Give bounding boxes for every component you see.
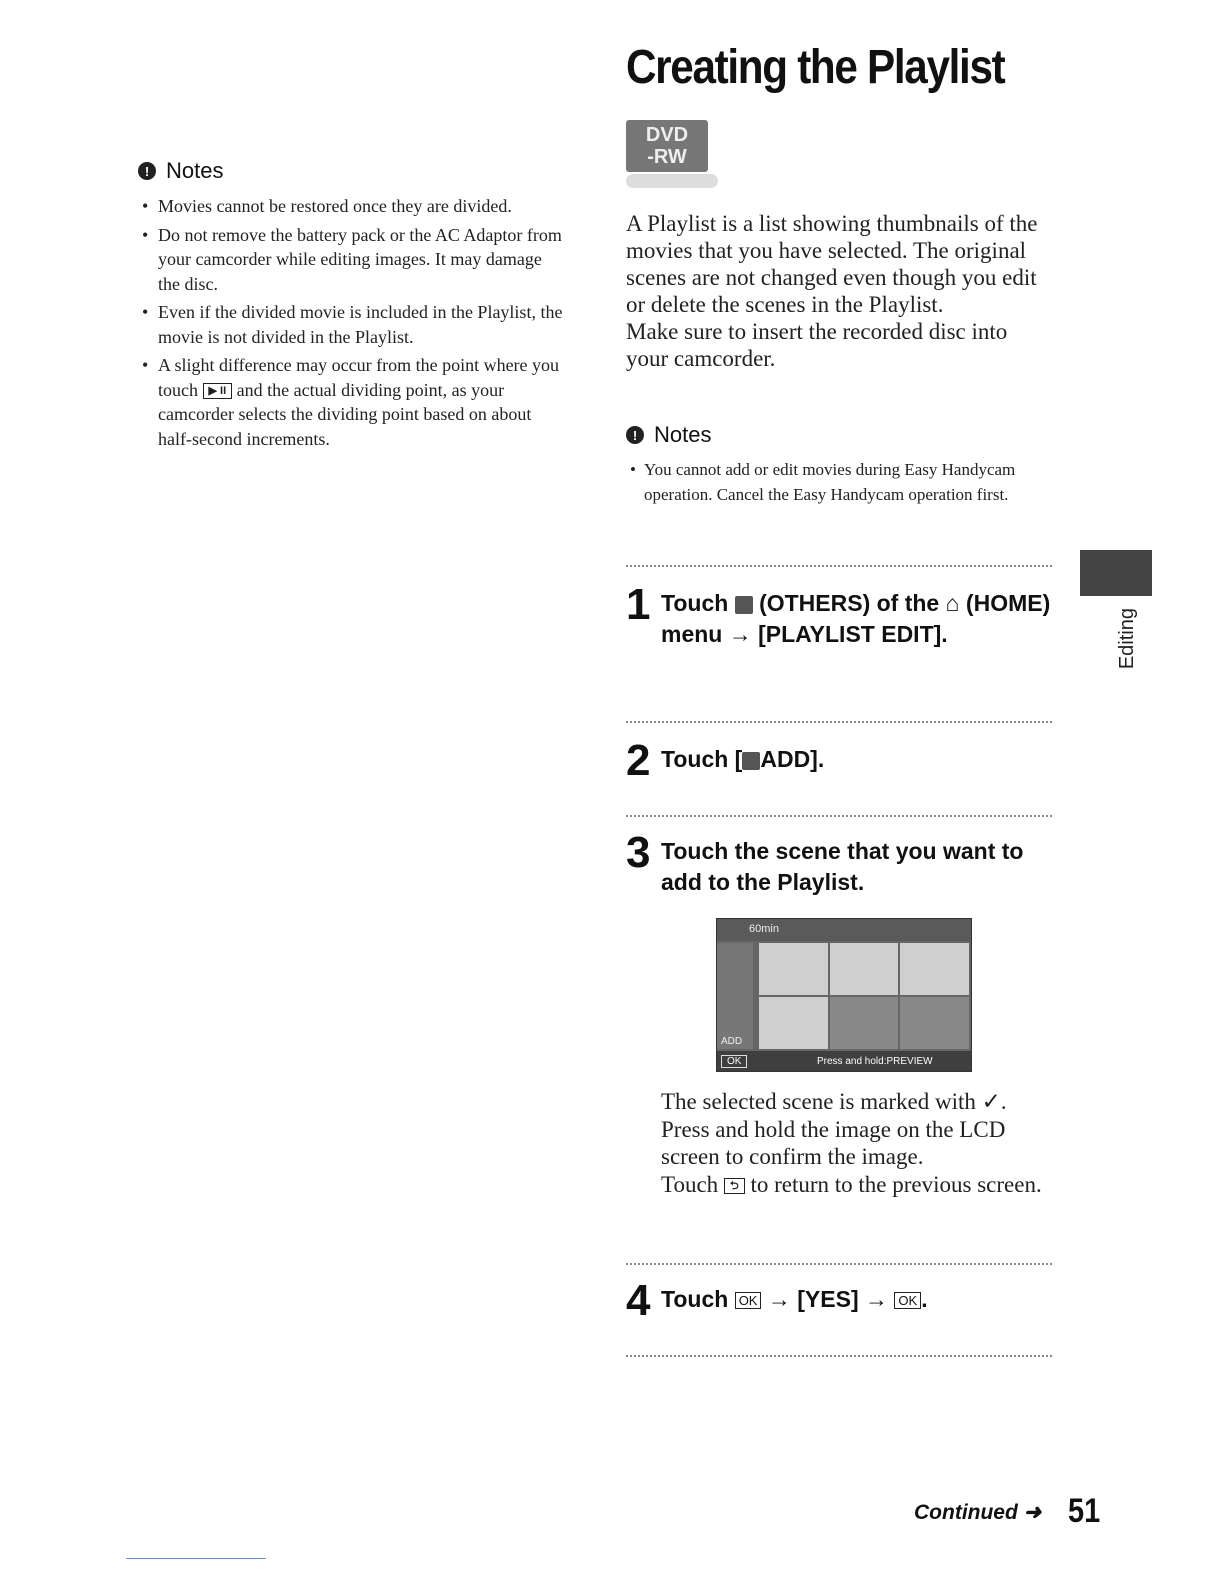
notes-heading-text: Notes bbox=[166, 158, 224, 183]
film-add-icon bbox=[742, 752, 760, 770]
continued-label: Continued ➜ bbox=[914, 1501, 1042, 1524]
note4-part2: and the actual dividing point, as your camcorder selects the dividing point based on about half-second increments. bbox=[158, 379, 532, 449]
list-item: • Do not remove the battery pack or the AC Adaptor from your camcorder while editing images. It may damage the disc. bbox=[138, 223, 568, 297]
lcd-add-label: ADD bbox=[721, 1036, 743, 1047]
list-item bbox=[138, 353, 568, 451]
dvd-rw-badge bbox=[626, 120, 708, 172]
list-item: • Movies cannot be restored once they are divided. bbox=[138, 194, 568, 219]
step3-explanation bbox=[661, 1088, 1051, 1198]
list-item: • You cannot add or edit movies during Easy Handycam operation. Cancel the Easy Handycam operation first. bbox=[626, 458, 1046, 507]
line3-a: Touch bbox=[661, 1171, 719, 1197]
lcd-side-controls bbox=[717, 943, 753, 1049]
step-text-c: . bbox=[921, 1286, 928, 1312]
step-number: 4 bbox=[626, 1276, 651, 1325]
step-3 bbox=[626, 828, 1056, 898]
section-tab bbox=[1080, 550, 1152, 596]
divider bbox=[626, 565, 1052, 567]
intro-paragraph: A Playlist is a list showing thumbnails of the movies that you have selected. The original scenes are not changed even though you edit or delete the scenes in the Playlist. bbox=[626, 211, 1038, 317]
step-text-c: (HOME) menu → [PLAYLIST EDIT]. bbox=[661, 590, 1051, 647]
line: The selected scene is marked with ✓. bbox=[661, 1089, 1007, 1114]
section-label: Editing bbox=[1116, 608, 1138, 670]
notes-heading-text: Notes bbox=[654, 422, 712, 447]
list-item: • Even if the divided movie is included in the Playlist, the movie is not divided in the Playlist. bbox=[138, 300, 568, 349]
lcd-remaining-time: 60min bbox=[749, 923, 779, 935]
badge-line1: DVD bbox=[645, 124, 689, 146]
home-icon: ⌂ bbox=[945, 590, 960, 616]
divider bbox=[626, 1263, 1052, 1265]
return-icon: ⮌ bbox=[724, 1178, 745, 1194]
step-number: 2 bbox=[626, 736, 651, 785]
footer-rule bbox=[126, 1558, 266, 1559]
lcd-thumbnail-grid bbox=[759, 943, 969, 1049]
thumbnail bbox=[759, 997, 828, 1049]
divider bbox=[626, 1355, 1052, 1357]
ok-key-icon: OK bbox=[894, 1292, 921, 1309]
notes-list bbox=[138, 194, 568, 451]
step-number: 1 bbox=[626, 580, 651, 629]
line bbox=[661, 1171, 1051, 1199]
step-text: Touch the scene that you want to add to the Playlist. bbox=[661, 838, 1024, 895]
divider bbox=[626, 815, 1052, 817]
line: Press and hold the image on the LCD screen to confirm the image. bbox=[661, 1116, 1006, 1169]
note4-part1: A slight difference may occur from the point where you touch bbox=[158, 355, 560, 400]
thumbnail bbox=[900, 943, 969, 995]
badge-line2: -RW bbox=[647, 146, 687, 168]
divide-play-pause-icon: ▶ II bbox=[203, 383, 233, 399]
right-notes bbox=[626, 422, 1046, 511]
intro-paragraph: Make sure to insert the recorded disc into your camcorder. bbox=[626, 319, 1008, 371]
step-text-a: Touch bbox=[661, 590, 729, 616]
lcd-preview-hint: Press and hold:PREVIEW bbox=[817, 1056, 933, 1067]
step-text bbox=[661, 588, 1056, 650]
step-text-b: → [YES] → bbox=[767, 1286, 888, 1312]
thumbnail bbox=[830, 943, 899, 995]
step-text bbox=[661, 1284, 1056, 1315]
disc-type-strip bbox=[626, 174, 718, 188]
step-text-a: Touch bbox=[661, 1286, 729, 1312]
step-1 bbox=[626, 580, 1056, 650]
step-text bbox=[661, 744, 1056, 775]
ok-key-icon: OK bbox=[735, 1292, 762, 1309]
line3-b: to return to the previous screen. bbox=[750, 1171, 1042, 1197]
page-title: Creating the Playlist bbox=[626, 41, 1005, 94]
intro-text bbox=[626, 210, 1046, 372]
left-notes bbox=[138, 158, 568, 455]
step-text-b: (OTHERS) of the bbox=[759, 590, 940, 616]
thumbnail bbox=[830, 997, 899, 1049]
lcd-screen-illustration bbox=[716, 918, 972, 1072]
notes-heading bbox=[626, 422, 1046, 448]
thumbnail bbox=[759, 943, 828, 995]
step-text-b: ADD]. bbox=[760, 746, 825, 772]
notes-icon: ! bbox=[138, 162, 156, 180]
lcd-ok-button: OK bbox=[721, 1055, 747, 1068]
step-number: 3 bbox=[626, 828, 651, 877]
step-4 bbox=[626, 1276, 1056, 1325]
others-icon bbox=[735, 596, 753, 614]
notes-heading bbox=[138, 158, 568, 184]
step-text-a: Touch [ bbox=[661, 746, 743, 772]
thumbnail bbox=[900, 997, 969, 1049]
page-number: 51 bbox=[1068, 1492, 1101, 1530]
divider bbox=[626, 721, 1052, 723]
notes-icon: ! bbox=[626, 426, 644, 444]
notes-list bbox=[626, 458, 1046, 507]
step-2 bbox=[626, 736, 1056, 785]
